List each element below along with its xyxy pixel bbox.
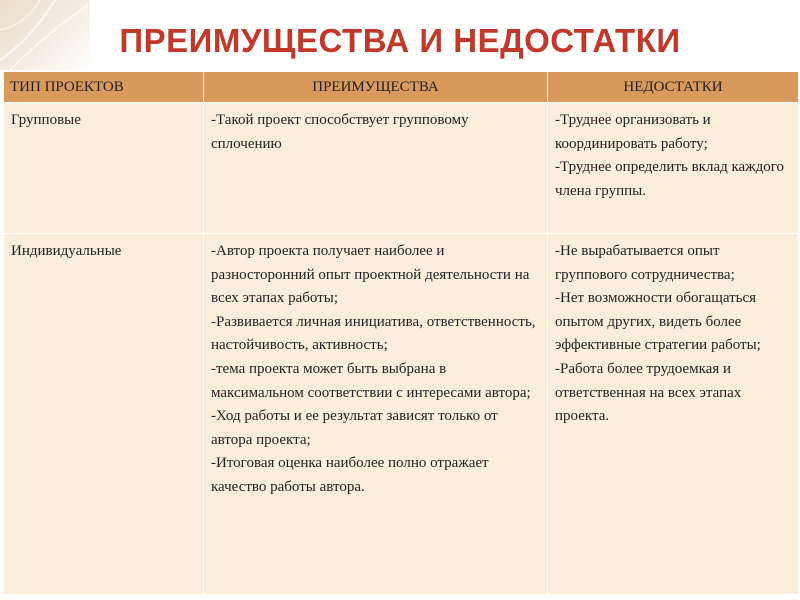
comparison-table (3, 71, 799, 595)
table-header-row (4, 72, 799, 103)
disadvantage-item: -Труднее организовать и координировать работу; (555, 112, 711, 152)
advantage-item: -Итоговая оценка наиболее полно отражает качество работы автора. (211, 455, 489, 495)
header-project-type: ТИП ПРОЕКТОВ (4, 72, 204, 103)
cell-project-type (4, 103, 204, 234)
disadvantage-item: -Труднее определить вклад каждого члена группы. (555, 159, 784, 199)
disadvantage-item: -Не вырабатывается опыт группового сотрудничества; (555, 243, 735, 283)
table-row (4, 103, 799, 234)
cell-advantages (204, 234, 548, 595)
project-type-label: Групповые (11, 112, 81, 128)
cell-project-type (4, 234, 204, 595)
disadvantage-item: -Работа более трудоемкая и ответственная на всех этапах проекта. (555, 360, 742, 425)
cell-advantages (204, 103, 548, 234)
disadvantage-item: -Нет возможности обогащаться опытом других, видеть более эффективные стратегии работы; (555, 290, 761, 354)
advantage-item: -тема проекта может быть выбрана в максимальном соответствии с интересами автора; (211, 360, 531, 401)
table-row (4, 234, 799, 595)
advantage-item: -Такой проект способствует групповому сплочению (211, 112, 469, 152)
advantage-item: -Ход работы и ее результат зависят только от автора проекта; (211, 408, 498, 448)
page-title: ПРЕИМУЩЕСТВА И НЕДОСТАТКИ (119, 22, 681, 59)
header-disadvantages: НЕДОСТАТКИ (548, 72, 799, 103)
advantage-item: -Развивается личная инициатива, ответственность, настойчивость, активность; (211, 313, 536, 354)
cell-disadvantages (548, 234, 799, 595)
cell-disadvantages (548, 103, 799, 234)
advantage-item: -Автор проекта получает наиболее и разносторонний опыт проектной деятельности на всех этапах работы; (211, 243, 530, 307)
project-type-label: Индивидуальные (11, 243, 122, 259)
header-advantages: ПРЕИМУЩЕСТВА (204, 72, 548, 103)
